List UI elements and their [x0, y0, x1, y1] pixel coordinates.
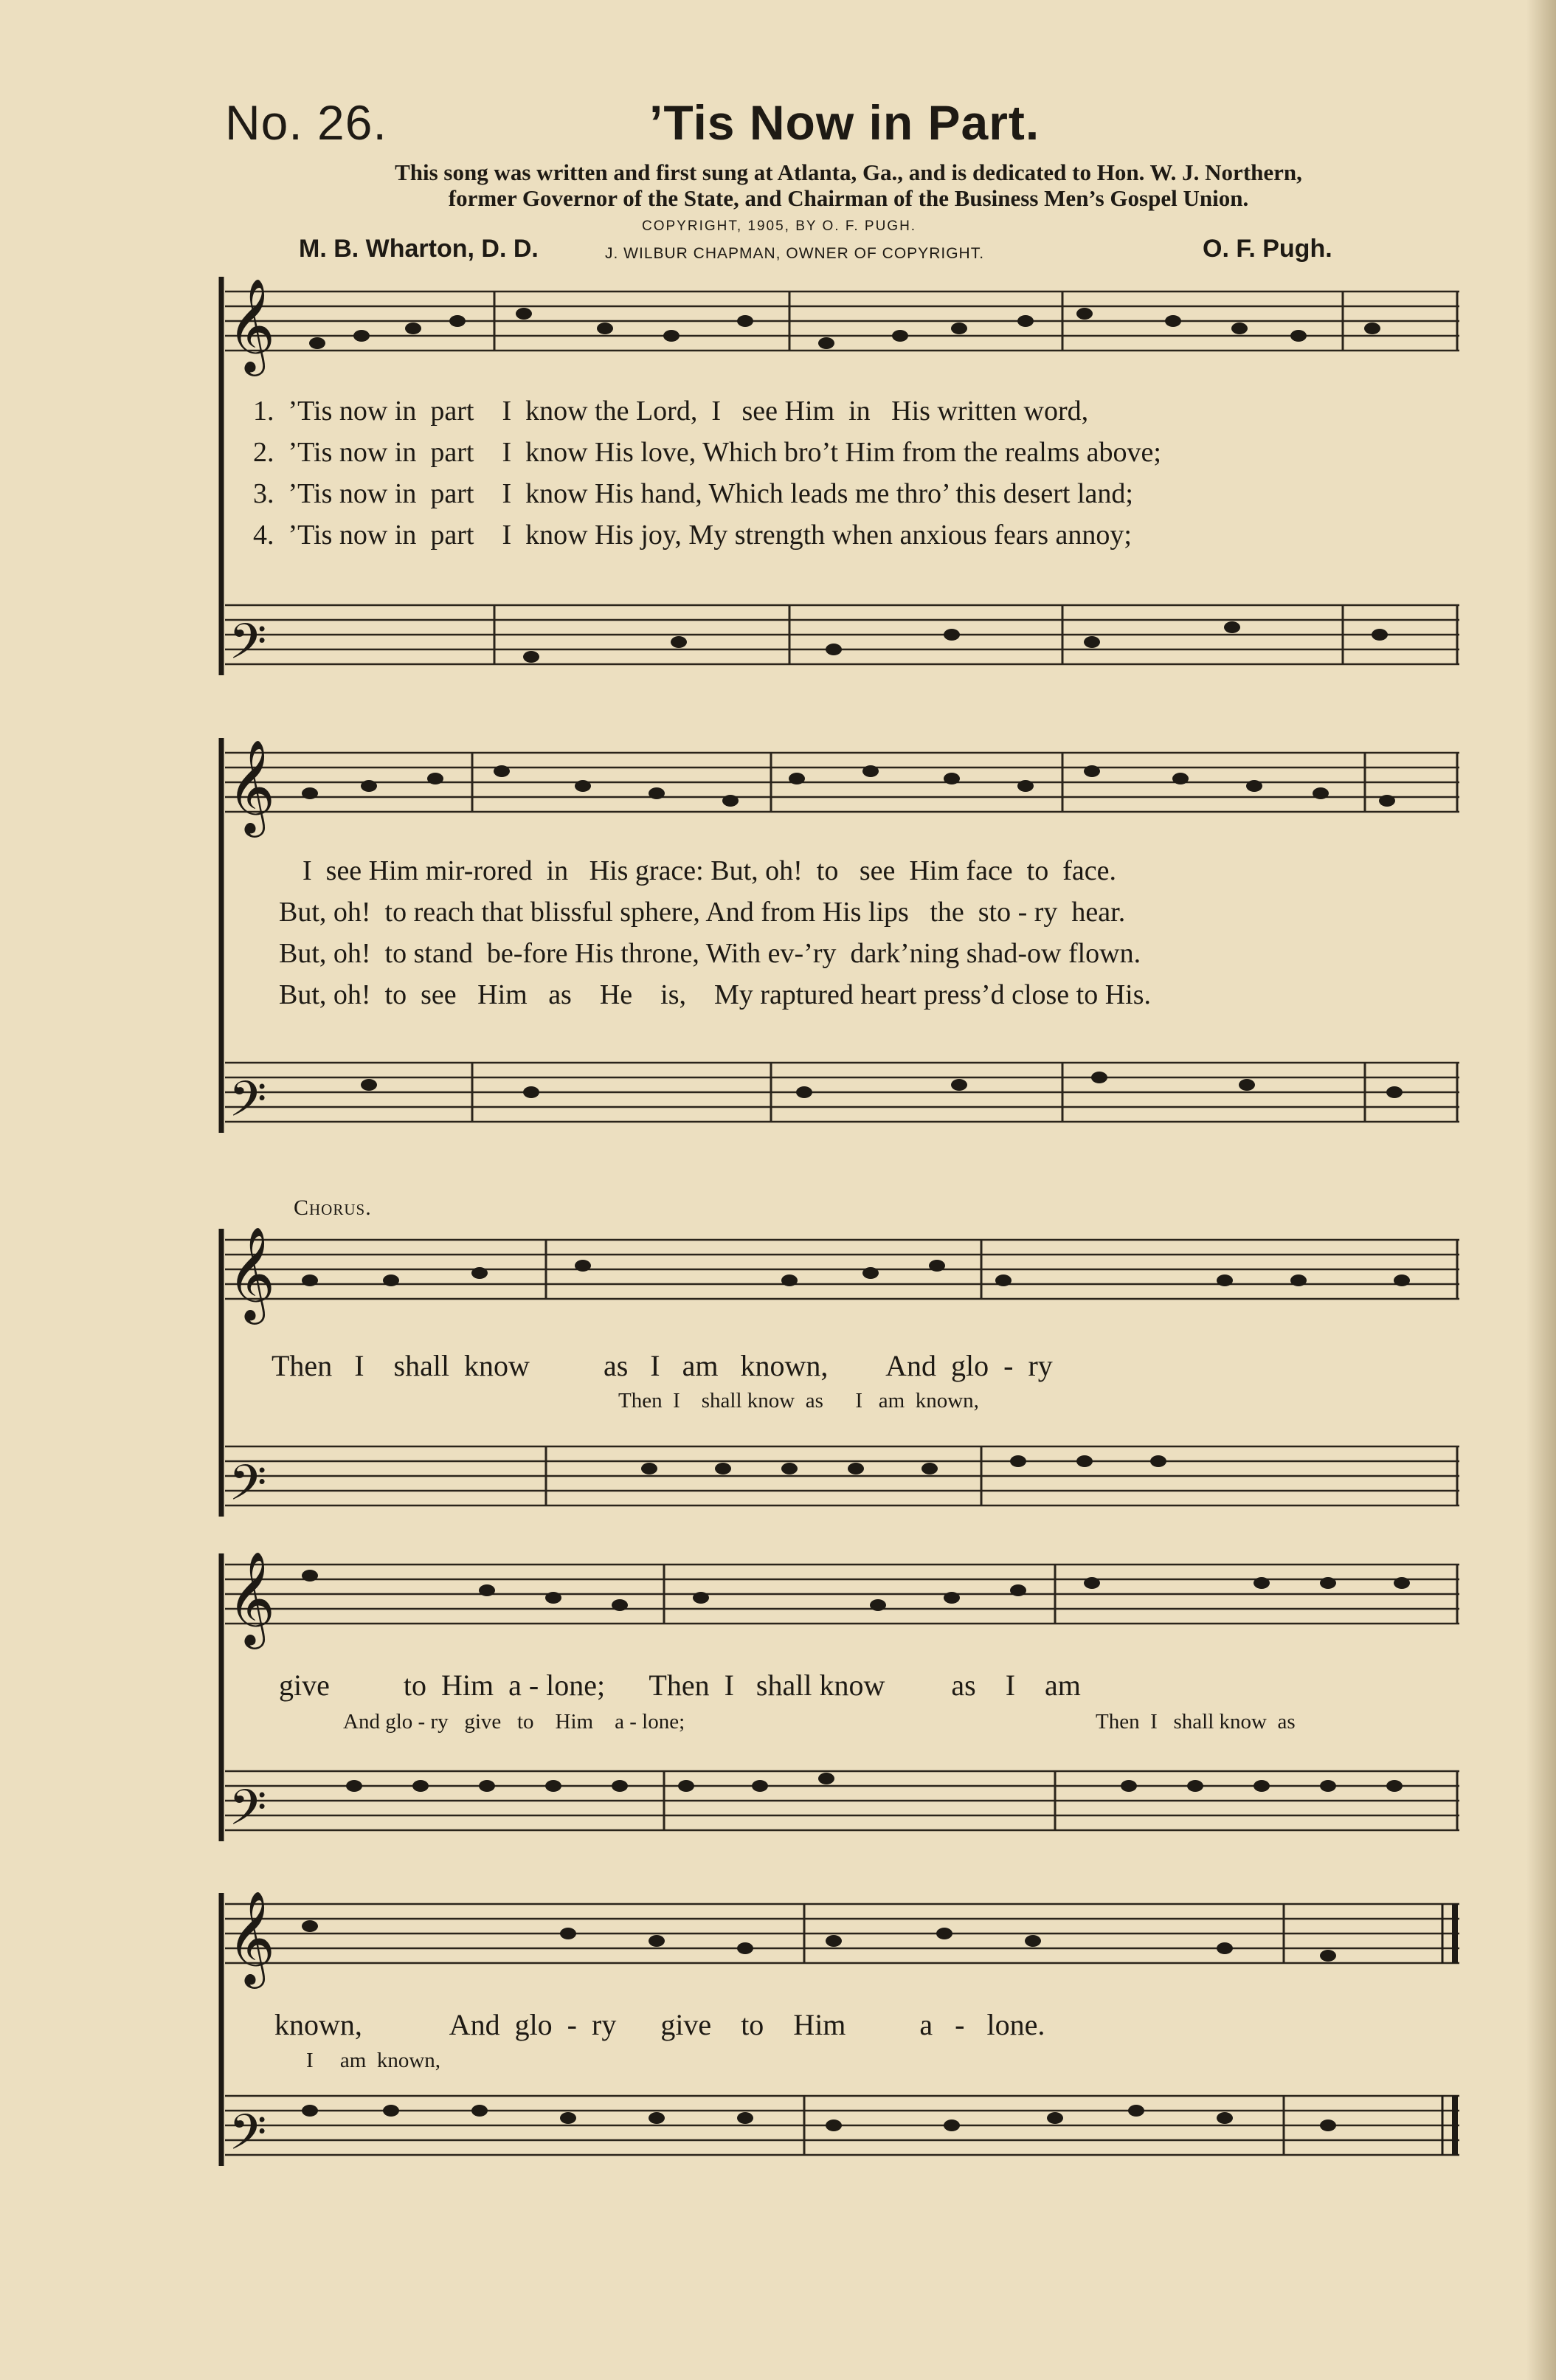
verse-line-2a: 2. ’Tis now in part I know His love, Which bro’t Him from the realms above; — [253, 437, 1161, 468]
chorus-bass-lyric-3: I am known, — [306, 2049, 441, 2072]
staff-lines — [225, 292, 1459, 2155]
hymn-title: ’Tis Now in Part. — [649, 95, 1040, 150]
treble-clef-icon: 𝄞 — [227, 739, 276, 833]
verse-line-3b: But, oh! to stand be-fore His throne, With ev-’ry dark’ning shad-ow flown. — [279, 938, 1141, 969]
system-1-treble-staff — [225, 292, 1459, 351]
treble-clef-icon: 𝄞 — [227, 1890, 276, 1984]
bass-clef-icon: 𝄢 — [229, 2104, 267, 2173]
bass-clef-icon: 𝄢 — [229, 1779, 267, 1848]
system-3-bass-staff — [225, 1446, 1459, 1505]
copyright-line-2: J. WILBUR CHAPMAN, OWNER OF COPYRIGHT. — [605, 245, 985, 262]
chorus-bass-lyric-1: Then I shall know as I am known, — [618, 1389, 979, 1413]
chorus-bass-lyric-2a: And glo - ry give to Him a - lone; — [343, 1710, 685, 1734]
hymn-number: No. 26. — [225, 95, 387, 150]
bass-clef-icon: 𝄢 — [229, 1071, 267, 1139]
bass-clef-icon: 𝄢 — [229, 1455, 267, 1523]
system-1-bass-staff — [225, 605, 1459, 664]
treble-clef-icon: 𝄞 — [227, 1226, 276, 1320]
bass-clef-icon: 𝄢 — [229, 613, 267, 682]
note-heads — [302, 308, 1410, 2131]
chorus-lyric-line-2: give to Him a - lone; Then I shall know as I am — [279, 1669, 1081, 1702]
copyright-line-1: COPYRIGHT, 1905, BY O. F. PUGH. — [642, 218, 917, 234]
bar-lines — [472, 292, 1457, 2155]
chorus-bass-lyric-2b: Then I shall know as — [1096, 1710, 1296, 1734]
lyricist: M. B. Wharton, D. D. — [299, 235, 539, 263]
system-4-bass-staff — [225, 1771, 1459, 1830]
verse-line-3a: 3. ’Tis now in part I know His hand, Which leads me thro’ this desert land; — [253, 478, 1133, 509]
system-3-treble-staff — [225, 1240, 1459, 1299]
verse-line-1a: 1. ’Tis now in part I know the Lord, I see Him in His written word, — [253, 396, 1089, 427]
dedication-line-2: former Governor of the State, and Chairman of the Business Men’s Gospel Union. — [448, 185, 1249, 211]
system-5-bass-staff — [225, 2096, 1459, 2155]
system-5-treble-staff — [225, 1904, 1459, 1963]
system-4-treble-staff — [225, 1565, 1459, 1624]
chorus-lyric-line-1: Then I shall know as I am known, And glo - ry — [272, 1349, 1053, 1382]
system-2-bass-staff — [225, 1063, 1459, 1122]
chorus-label: Chorus. — [294, 1196, 372, 1220]
final-double-bar — [1442, 1904, 1455, 2155]
clefs — [227, 277, 275, 2173]
dedication-line-1: This song was written and first sung at Atlanta, Ga., and is dedicated to Hon. W. J. Northern, — [395, 159, 1302, 185]
treble-clef-icon: 𝄞 — [227, 1551, 276, 1645]
composer: O. F. Pugh. — [1203, 235, 1332, 263]
chorus-lyric-line-3: known, And glo - ry give to Him a - lone. — [274, 2008, 1045, 2041]
verse-line-4a: 4. ’Tis now in part I know His joy, My strength when anxious fears annoy; — [253, 520, 1132, 551]
verse-line-2b: But, oh! to reach that blissful sphere, And from His lips the sto - ry hear. — [279, 897, 1126, 928]
treble-clef-icon: 𝄞 — [227, 277, 276, 372]
verse-line-1b: I see Him mir-rored in His grace: But, oh! to see Him face to face. — [302, 855, 1116, 886]
verse-line-4b: But, oh! to see Him as He is, My raptured heart press’d close to His. — [279, 979, 1152, 1010]
system-2-treble-staff — [225, 753, 1459, 812]
